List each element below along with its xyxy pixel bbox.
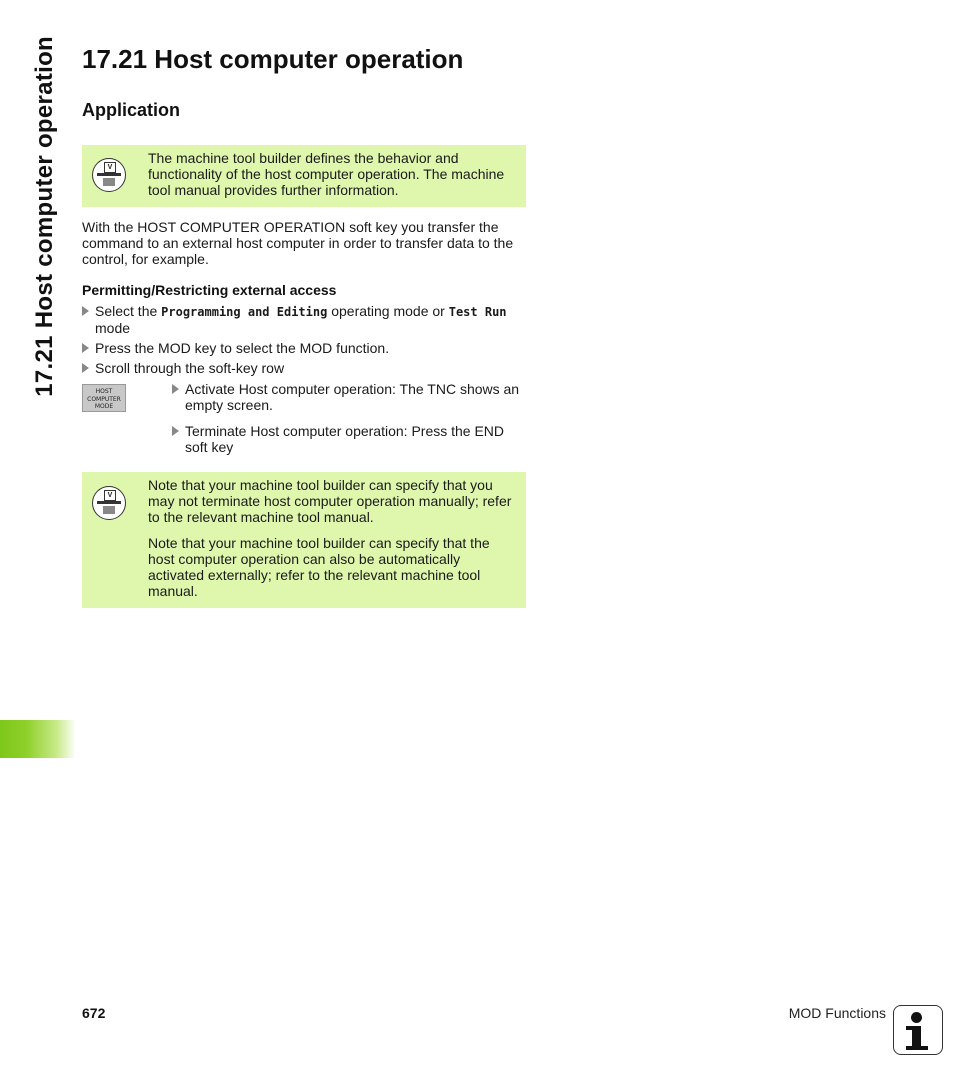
chapter-color-marker	[0, 720, 76, 758]
side-chapter-title: 17.21 Host computer operation	[31, 36, 58, 397]
step-press-mod: Press the MOD key to select the MOD function.	[82, 340, 522, 356]
machine-tool-icon: V	[92, 486, 126, 520]
step-select-mode: Select the Programming and Editing operating mode or Test Run mode	[82, 303, 522, 336]
arrow-icon	[82, 363, 89, 373]
note-paragraph-2: Note that your machine tool builder can specify that the host computer operation can also be automatically activated externally; refer to the relevant machine tool manual.	[148, 534, 490, 600]
host-computer-mode-softkey[interactable]: HOST COMPUTER MODE	[82, 384, 126, 412]
mode-programming: Programming and Editing	[161, 305, 328, 319]
note-paragraph-1: Note that your machine tool builder can specify that you may not terminate host computer operation manually; refer to the relevant machine tool manual.	[148, 477, 512, 526]
subheading: Permitting/Restricting external access	[82, 282, 337, 298]
note-text: The machine tool builder defines the behavior and functionality of the host computer operation. The machine tool manual provides further information.	[148, 150, 505, 199]
intro-paragraph: With the HOST COMPUTER OPERATION soft key you transfer the command to an external host computer in order to transfer data to the control, for example.	[82, 219, 514, 268]
note-box-builder	[82, 145, 526, 207]
page-number: 672	[82, 1005, 106, 1021]
side-chapter-tab	[30, 36, 60, 456]
arrow-icon	[172, 384, 179, 394]
arrow-icon	[82, 343, 89, 353]
footer-chapter: MOD Functions	[788, 1005, 886, 1021]
note-box-restrictions	[82, 472, 526, 608]
mode-test-run: Test Run	[448, 305, 507, 319]
page-title: 17.21 Host computer operation	[82, 44, 464, 74]
step-scroll: Scroll through the soft-key row	[82, 360, 522, 376]
machine-tool-icon: V	[92, 158, 126, 192]
section-heading: Application	[82, 100, 180, 120]
arrow-icon	[82, 306, 89, 316]
arrow-icon	[172, 426, 179, 436]
info-icon	[893, 1005, 943, 1055]
step-activate: Activate Host computer operation: The TNC shows an empty screen.	[172, 381, 526, 413]
step-terminate: Terminate Host computer operation: Press the END soft key	[172, 423, 526, 455]
